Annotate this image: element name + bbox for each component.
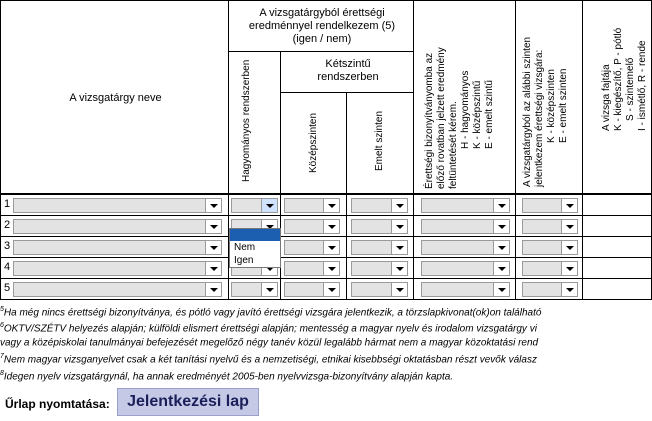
chevron-down-icon[interactable] <box>561 220 577 233</box>
row-3-subject-select[interactable] <box>13 240 222 255</box>
chevron-down-icon[interactable] <box>561 262 577 275</box>
header-exam-type-cell <box>582 0 652 194</box>
dropdown-arrow-icon <box>266 204 274 208</box>
row-1-apply-level-select[interactable] <box>522 198 578 213</box>
header-certificate-cell <box>413 0 516 194</box>
dropdown-arrow-icon <box>498 204 506 208</box>
chevron-down-icon[interactable] <box>561 283 577 296</box>
row-4-certificate-select[interactable] <box>421 261 510 276</box>
header-result-group: A vizsgatárgyból érettségi eredménnyel rendelkezem (5) (igen / nem) <box>248 7 396 45</box>
header-mid-level: Középszinten <box>308 112 319 173</box>
row-3-advanced-level-select[interactable] <box>351 240 408 255</box>
row-4-apply-level-select[interactable] <box>522 261 578 276</box>
dropdown-arrow-icon <box>498 246 506 250</box>
chevron-down-icon[interactable] <box>205 199 221 212</box>
chevron-down-icon[interactable] <box>493 241 509 254</box>
row-5-apply-level-select[interactable] <box>522 282 578 297</box>
dropdown-arrow-icon <box>266 288 274 292</box>
row-number: 5 <box>4 282 11 294</box>
dropdown-arrow-icon <box>566 288 574 292</box>
row-3-apply-level-select[interactable] <box>522 240 578 255</box>
dropdown-arrow-icon <box>328 204 336 208</box>
row-1-exam-type-cell <box>582 194 652 216</box>
chevron-down-icon[interactable] <box>493 199 509 212</box>
row-5-advanced-level-select[interactable] <box>351 282 408 297</box>
dropdown-option-empty[interactable] <box>230 229 280 241</box>
chevron-down-icon[interactable] <box>323 241 339 254</box>
header-traditional: Hagyományos rendszerben <box>241 59 252 182</box>
dropdown-arrow-icon <box>328 246 336 250</box>
dropdown-arrow-icon <box>210 204 218 208</box>
dropdown-arrow-icon <box>566 225 574 229</box>
print-application-button[interactable]: Jelentkezési lap <box>117 388 259 416</box>
chevron-down-icon[interactable] <box>391 283 407 296</box>
dropdown-arrow-icon <box>210 267 218 271</box>
dropdown-arrow-icon <box>210 246 218 250</box>
row-1-traditional-select[interactable] <box>231 198 278 213</box>
footnote-6-continued: vagy a középiskolai tanulmányai befejezését megelőző négy tanév közül legalább hármat nem a magyar közoktatási rend <box>0 337 539 349</box>
dropdown-arrow-icon <box>396 225 404 229</box>
footnote-5: $^5$Ha még nincs érettségi bizonyítványa, és pótló vagy javító érettségi vizsgára jelentkezik, a törzslapkivonat(ok)on található <box>0 306 542 319</box>
row-5-certificate-select[interactable] <box>421 282 510 297</box>
dropdown-option-igen[interactable]: Igen <box>234 255 254 266</box>
dropdown-arrow-icon <box>328 267 336 271</box>
chevron-down-icon[interactable] <box>323 220 339 233</box>
row-5-exam-type-cell <box>582 278 652 300</box>
dropdown-option-nem[interactable]: Nem <box>234 242 256 253</box>
dropdown-arrow-icon <box>396 267 404 271</box>
header-two-level-cell <box>280 51 414 93</box>
row-4-advanced-level-select[interactable] <box>351 261 408 276</box>
row-1-mid-level-select[interactable] <box>284 198 340 213</box>
dropdown-arrow-icon <box>396 204 404 208</box>
header-subject-name-cell <box>0 0 229 194</box>
igen-nem-dropdown-list[interactable] <box>229 228 281 268</box>
row-5-mid-level-select[interactable] <box>284 282 340 297</box>
header-two-level: Kétszintű rendszerben <box>317 58 379 83</box>
row-1-subject-select[interactable] <box>13 198 222 213</box>
row-2-exam-type-cell <box>582 215 652 237</box>
row-2-mid-level-select[interactable] <box>284 219 340 234</box>
header-certificate-text: Érettségi bizonyítványomba az előző rovatban jelzett eredmény feltüntetését kérem. H - hagyományos K - középszintű E - emelt szintű <box>424 47 495 189</box>
chevron-down-icon[interactable] <box>205 283 221 296</box>
chevron-down-icon[interactable] <box>261 199 277 212</box>
row-2-subject-select[interactable] <box>13 219 222 234</box>
header-result-group-cell <box>228 0 414 52</box>
header-apply-level-cell <box>515 0 583 194</box>
dropdown-arrow-icon <box>210 225 218 229</box>
dropdown-arrow-icon <box>328 288 336 292</box>
row-2-certificate-select[interactable] <box>421 219 510 234</box>
chevron-down-icon[interactable] <box>493 283 509 296</box>
header-advanced-level: Emelt szinten <box>374 110 385 171</box>
row-4-subject-select[interactable] <box>13 261 222 276</box>
chevron-down-icon[interactable] <box>391 241 407 254</box>
header-exam-type-text: A vizsga fajtája K - kiegészítő, P - pótló S - szintemelő I - ismétlő, R - rende <box>601 27 648 131</box>
dropdown-arrow-icon <box>328 225 336 229</box>
chevron-down-icon[interactable] <box>391 199 407 212</box>
chevron-down-icon[interactable] <box>323 199 339 212</box>
chevron-down-icon[interactable] <box>493 262 509 275</box>
dropdown-arrow-icon <box>566 267 574 271</box>
row-4-mid-level-select[interactable] <box>284 261 340 276</box>
chevron-down-icon[interactable] <box>391 262 407 275</box>
dropdown-arrow-icon <box>396 288 404 292</box>
footnote-6: $^6$OKTV/SZÉTV helyezés alapján; külföldi elismert érettségi alapján; mentesség a magyar nyelv és irodalom vizsgatárgy vi <box>0 322 537 335</box>
chevron-down-icon[interactable] <box>561 199 577 212</box>
dropdown-arrow-icon <box>396 246 404 250</box>
chevron-down-icon[interactable] <box>323 283 339 296</box>
chevron-down-icon[interactable] <box>261 283 277 296</box>
chevron-down-icon[interactable] <box>205 241 221 254</box>
row-number: 4 <box>4 261 11 273</box>
row-3-exam-type-cell <box>582 236 652 258</box>
row-5-traditional-select[interactable] <box>231 282 278 297</box>
dropdown-arrow-icon <box>498 225 506 229</box>
chevron-down-icon[interactable] <box>205 220 221 233</box>
print-form-label: Űrlap nyomtatása: <box>5 397 110 411</box>
header-apply-level-text: A vizsgatárgyból az alábbi szinten jelentkezem érettségi vizsgára: K - középszinten E - emelt szinten <box>522 36 569 187</box>
row-1-certificate-select[interactable] <box>421 198 510 213</box>
header-mid-level-cell <box>280 92 347 194</box>
footnote-8: $^8$Idegen nyelv vizsgatárgynál, ha annak eredményét 2005-ben nyelvvizsga-bizonyítvány alapján kapta. <box>0 370 454 383</box>
dropdown-arrow-icon <box>210 288 218 292</box>
chevron-down-icon[interactable] <box>323 262 339 275</box>
row-5-subject-select[interactable] <box>13 282 222 297</box>
row-number: 1 <box>4 198 11 210</box>
footnote-7: $^7$Nem magyar vizsganyelvet csak a két tanítási nyelvű és a nemzetiségi, etnikai kisebbségi oktatásban részt vevők válasz <box>0 353 537 366</box>
header-subject-name: A vizsgatárgy neve <box>69 92 162 104</box>
row-1-advanced-level-select[interactable] <box>351 198 408 213</box>
header-advanced-level-cell <box>346 92 414 194</box>
dropdown-arrow-icon <box>566 246 574 250</box>
dropdown-arrow-icon <box>498 288 506 292</box>
chevron-down-icon[interactable] <box>493 220 509 233</box>
chevron-down-icon[interactable] <box>561 241 577 254</box>
row-2-advanced-level-select[interactable] <box>351 219 408 234</box>
chevron-down-icon[interactable] <box>391 220 407 233</box>
dropdown-arrow-icon <box>498 267 506 271</box>
row-3-mid-level-select[interactable] <box>284 240 340 255</box>
chevron-down-icon[interactable] <box>205 262 221 275</box>
row-number: 3 <box>4 240 11 252</box>
header-traditional-cell <box>228 51 281 194</box>
row-2-apply-level-select[interactable] <box>522 219 578 234</box>
row-4-exam-type-cell <box>582 257 652 279</box>
row-3-certificate-select[interactable] <box>421 240 510 255</box>
row-number: 2 <box>4 219 11 231</box>
dropdown-arrow-icon <box>566 204 574 208</box>
